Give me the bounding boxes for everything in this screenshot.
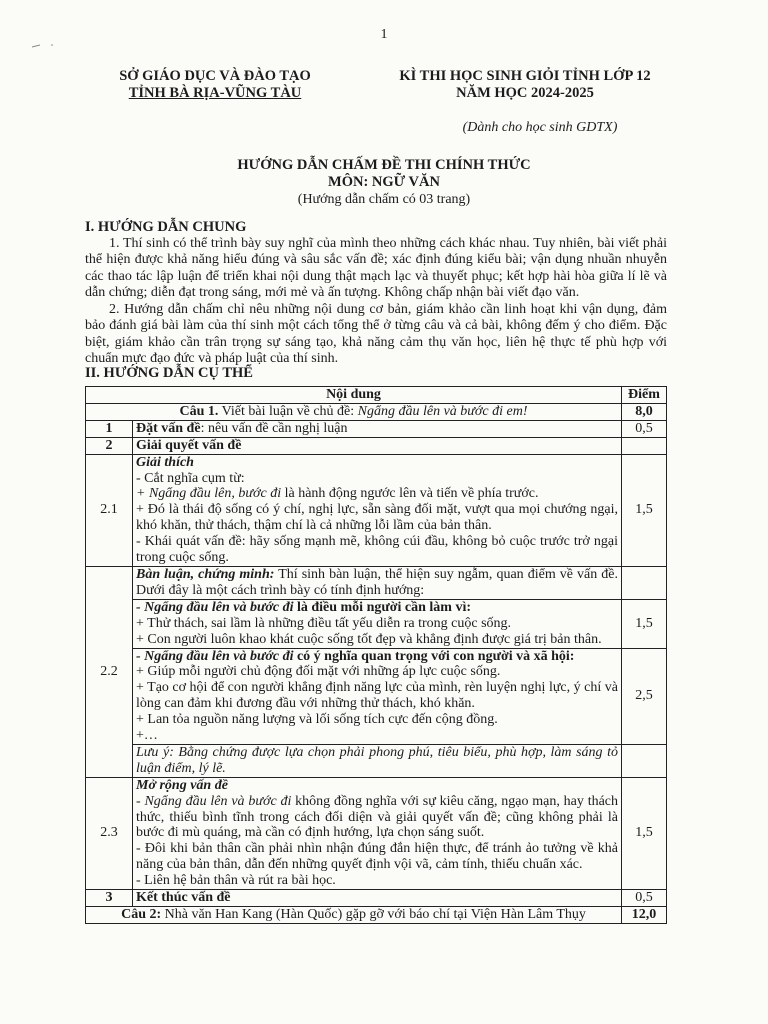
cau1-prefix: Câu 1.: [179, 403, 219, 419]
row-content: [133, 454, 622, 566]
table-header-row: [86, 387, 667, 404]
row-heading: Mở rộng vấn đề: [136, 777, 228, 793]
cau2-text: [86, 907, 622, 924]
table-row: [86, 648, 667, 744]
row-heading-text: là điều mỗi người cần làm vì:: [293, 599, 472, 615]
row-heading: [136, 649, 618, 665]
cau1-topic: Ngẩng đầu lên và bước đi em!: [357, 403, 528, 419]
cau1-text: [86, 403, 622, 420]
row-heading-italic: - Ngẩng đầu lên và bước đi: [136, 648, 294, 664]
row-line: + Con người luôn khao khát cuộc sống tốt đẹp và khẳng định được giá trị bản thân.: [136, 631, 602, 647]
row-content: [133, 566, 622, 599]
table-row: [86, 437, 667, 454]
row-label: Giải quyết vấn đề: [133, 437, 622, 454]
row-num: 2.1: [86, 454, 133, 566]
section1-para2: 2. Hướng dẫn chấm chỉ nêu những nội dung cơ bản, giám khảo cần linh hoạt khi vận dụng, đảm bảo đánh giá bài làm của thí sinh một cách tổng thể ở từng câu và cả bài, không đếm ý cho điểm. Đặc biệt, giám khảo cần trân trọng sự sáng tạo, khả năng cảm thụ văn học, liên hệ thực tế phù hợp với chuẩn mực đạo đức và pháp luật của thí sinh.: [85, 302, 667, 366]
header-score: Điểm: [622, 387, 667, 404]
row-score: 1,5: [622, 777, 667, 889]
row-score: 0,5: [622, 890, 667, 907]
table-row: [86, 744, 667, 777]
row-heading-text: có ý nghĩa quan trọng với con người và xã hội:: [293, 648, 575, 664]
table-row: [86, 599, 667, 648]
row-line-text: là hành động ngước lên và tiến về phía trước.: [281, 486, 539, 502]
row-line: +…: [136, 728, 158, 744]
row-score-empty: [622, 566, 667, 599]
row-heading: Giải thích: [136, 454, 194, 470]
row-line: + Lan tỏa nguồn năng lượng và lối sống tích cực đến cộng đồng.: [136, 712, 498, 728]
table-row: [86, 890, 667, 907]
table-row: [86, 454, 667, 566]
grading-table: [85, 386, 667, 924]
province-name: TỈNH BÀ RỊA-VŨNG TÀU: [128, 85, 302, 101]
row-heading-italic: - Ngẩng đầu lên và bước đi: [136, 599, 294, 615]
row-text: : nêu vấn đề cần nghị luận: [200, 420, 348, 436]
title-line1: HƯỚNG DẪN CHẤM ĐỀ THI CHÍNH THỨC: [237, 157, 531, 173]
cau2-row: [86, 907, 667, 924]
row-line: - Đôi khi bản thân cần phải nhìn nhận đúng đắn hiện thực, để tránh ảo tưởng về khả năng của bản thân, dẫn đến những quyết định vội vã, cảm tính, thiếu chuẩn xác.: [136, 841, 618, 873]
table-row: [86, 420, 667, 437]
row-num: 1: [86, 420, 133, 437]
row-content: [133, 648, 622, 744]
row-line: [136, 486, 618, 502]
row-score-empty: [622, 744, 667, 777]
row-score: 0,5: [622, 420, 667, 437]
row-text: Thí sinh bàn luận, thể hiện suy ngẫm, quan điểm về vấn đề. Dưới đây là một cách trình bày có tính định hướng:: [136, 566, 618, 598]
row-note: Lưu ý: Bằng chứng được lựa chọn phải phong phú, tiêu biểu, phù hợp, làm sáng tỏ luận điểm, lý lẽ.: [133, 744, 622, 777]
header-right: [360, 68, 690, 102]
exam-note: (Dành cho học sinh GDTX): [462, 120, 618, 135]
row-line: + Đó là thái độ sống có ý chí, nghị lực, sẵn sàng đối mặt, vượt qua mọi chướng ngại, khó khăn, thử thách, thậm chí là cả những lỗi lầm của bản thân.: [136, 502, 618, 534]
row-line-italic: + Ngẩng đầu lên, bước đi: [136, 486, 282, 502]
row-heading: Bàn luận, chứng minh:: [136, 566, 275, 582]
row-line-text: không đồng nghĩa với sự kiêu căng, ngạo mạn, hay thách thức, thiếu bình tĩnh trong cách đối diện và giải quyết vấn đề; cũng không phải là bước đi mù quáng, mà cần có định hướng, lựa chọn sáng suốt.: [136, 793, 619, 841]
department-name: SỞ GIÁO DỤC VÀ ĐÀO TẠO: [119, 68, 311, 84]
header-left: [95, 68, 335, 102]
row-score: 1,5: [622, 599, 667, 648]
doc-title: [0, 157, 768, 208]
table-row: [86, 777, 667, 889]
row-num: 2: [86, 437, 133, 454]
row-num: 3: [86, 890, 133, 907]
row-score: 1,5: [622, 454, 667, 566]
row-score-empty: [622, 437, 667, 454]
row-line: - Liên hệ bản thân và rút ra bài học.: [136, 873, 336, 889]
row-heading: [136, 600, 618, 616]
cau2-score: 12,0: [622, 907, 667, 924]
cau1-score: 8,0: [622, 403, 667, 420]
title-line2: MÔN: NGỮ VĂN: [328, 174, 440, 190]
exam-name: KÌ THI HỌC SINH GIỎI TỈNH LỚP 12: [399, 68, 651, 84]
row-num: 2.3: [86, 777, 133, 889]
row-line: + Tạo cơ hội để con người khẳng định năng lực của mình, rèn luyện nghị lực, ý chí và lòng can đảm khi đương đầu với những thử thách, khó khăn.: [136, 680, 618, 712]
row-score: 2,5: [622, 648, 667, 744]
row-content: [133, 777, 622, 889]
cau1-row: [86, 403, 667, 420]
row-line: + Thử thách, sai lầm là những điều tất yếu diễn ra trong cuộc sống.: [136, 615, 512, 631]
row-label: Đặt vấn đề: [136, 420, 201, 436]
table-row: [86, 566, 667, 599]
page-number: 1: [380, 27, 388, 42]
row-content: [133, 599, 622, 648]
row-line: - Khái quát vấn đề: hãy sống mạnh mẽ, không cúi đầu, không bỏ cuộc trước trở ngại trong cuộc sống.: [136, 534, 618, 566]
section1-heading: I. HƯỚNG DẪN CHUNG: [85, 219, 247, 235]
section1-para1: 1. Thí sinh có thể trình bày suy nghĩ của mình theo những cách khác nhau. Tuy nhiên, bài viết phải thể hiện được khả năng hiểu đúng và sâu sắc vấn đề; xác định đúng kiểu bài; vận dụng nhuần nhuyễn các thao tác lập luận để triển khai nội dung thật mạch lạc và thuyết phục; kết hợp hài hòa giữa lí lẽ và dẫn chứng; diễn đạt trong sáng, mới mẻ và ấn tượng. Không chấp nhận bài viết đạo văn.: [85, 236, 667, 300]
scan-mark: [30, 36, 60, 42]
row-line-italic: - Ngẩng đầu lên và bước đi: [136, 793, 292, 809]
section2-heading: II. HƯỚNG DẪN CỤ THỂ: [85, 365, 253, 381]
row-content: [133, 420, 622, 437]
row-label: Kết thúc vấn đề: [133, 890, 622, 907]
row-line: [136, 794, 618, 842]
title-line3: (Hướng dẫn chấm có 03 trang): [297, 192, 471, 207]
header-content: Nội dung: [86, 387, 622, 404]
row-line: + Giúp mỗi người chủ động đối mặt với những áp lực cuộc sống.: [136, 664, 501, 680]
school-year: NĂM HỌC 2024-2025: [456, 85, 594, 101]
cau1-desc: Viết bài luận về chủ đề:: [218, 403, 358, 419]
cau2-desc: Nhà văn Han Kang (Hàn Quốc) gặp gỡ với báo chí tại Viện Hàn Lâm Thụy: [161, 907, 586, 922]
row-num: 2.2: [86, 566, 133, 777]
row-line: - Cắt nghĩa cụm từ:: [136, 470, 245, 486]
cau2-prefix: Câu 2:: [121, 907, 162, 922]
